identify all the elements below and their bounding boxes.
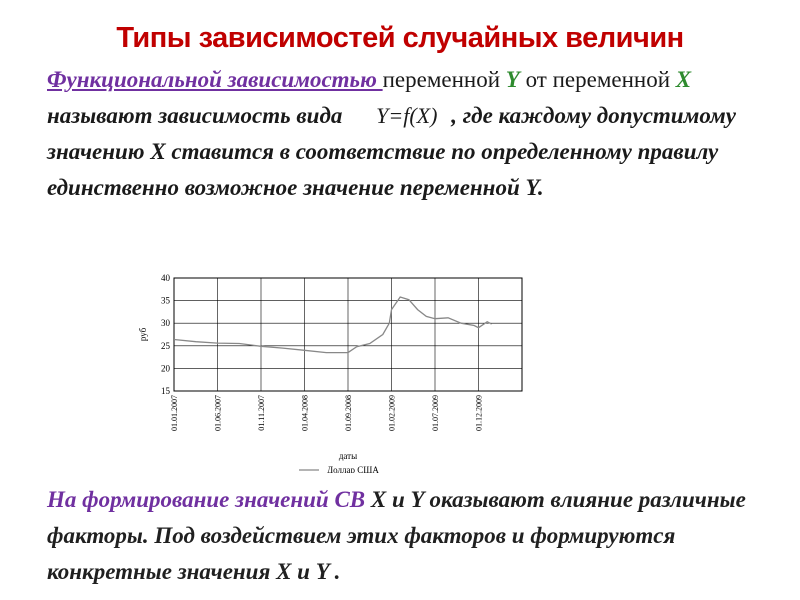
definition-term: Функциональной зависимостью [47,67,383,92]
y-tick-label: 40 [161,273,170,283]
y-tick-label: 30 [161,318,170,329]
x-axis-label: даты [338,451,358,461]
x-tick-label: 01.09.2008 [344,395,353,431]
var-x: X [675,67,692,92]
exchange-rate-chart [130,268,550,478]
para1-text-1: переменной [382,67,506,92]
y-axis-label: руб [138,327,148,342]
y-tick-label: 25 [161,340,170,351]
x-tick-label: 01.04.2008 [300,395,310,431]
para1-text-2: от переменной [519,67,676,92]
y-tick-label: 15 [161,386,170,396]
formula: Y=f(X) [376,103,438,128]
para1-text-4: , где каждому допустимому значению X ставится в соответствие по определенному правилу единственно возможное значение переменной Y. [47,103,736,200]
chart-svg [130,268,550,473]
definition-paragraph [47,62,777,206]
para2-text-1: На формирование значений СВ [47,487,371,512]
para1-text-3: называют зависимость вида [47,103,349,128]
x-tick-label: 01.02.2009 [387,395,397,431]
x-tick-label: 01.12.2009 [474,395,484,431]
x-tick-label: 01.11.2007 [257,395,266,431]
x-tick-label: 01.01.2007 [170,395,179,431]
y-tick-label: 35 [161,295,170,306]
para2-text-2: оказывают влияние различные факторы. Под воздействием этих факторов и формируются конкретные значения X и Y . [47,487,746,584]
y-tick-label: 20 [161,363,170,374]
var-y: Y [505,67,520,92]
factors-paragraph [47,482,777,590]
series-line-usd [174,297,492,353]
slide-title: Типы зависимостей случайных величин [116,22,684,54]
legend-label: Доллар США [327,465,379,473]
x-tick-label: 01.06.2007 [213,395,223,431]
para2-xy: X и Y [370,487,424,512]
x-tick-label: 01.07.2009 [431,395,440,431]
